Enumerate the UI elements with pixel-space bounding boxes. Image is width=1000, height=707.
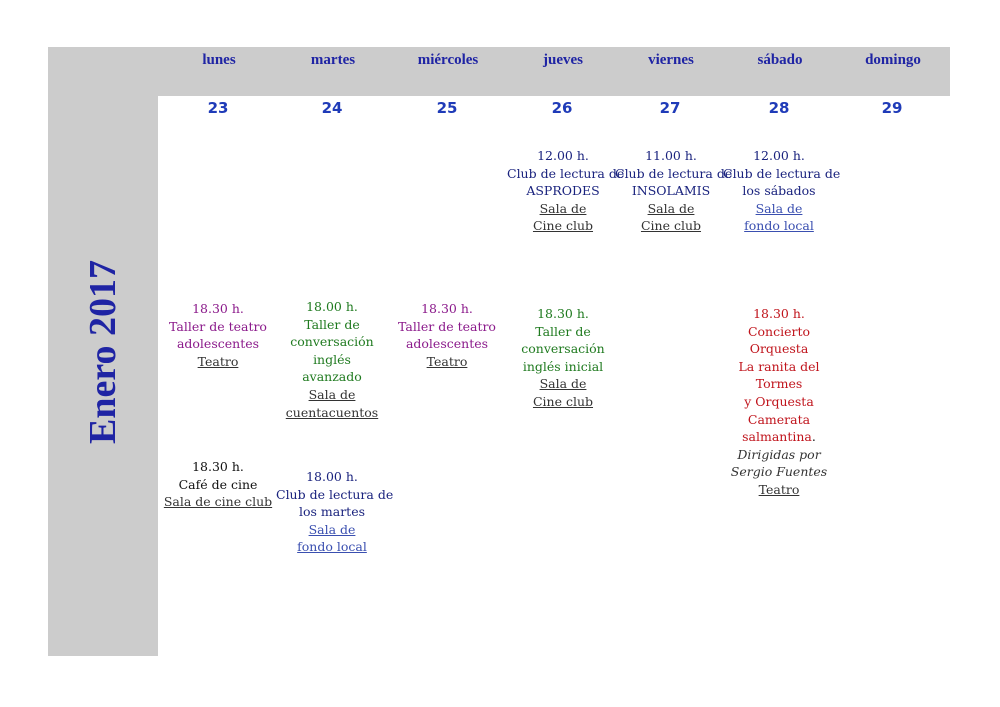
event-lunes-taller-teatro bbox=[162, 300, 274, 370]
event-time: 18.00 h. bbox=[306, 299, 358, 314]
dayname-sabado: sábado bbox=[757, 52, 803, 68]
event-location-link[interactable]: Sala de cine club bbox=[163, 494, 273, 510]
event-time: 18.30 h. bbox=[192, 459, 244, 474]
event-title: Club de lectura de bbox=[723, 165, 841, 181]
event-time: 12.00 h. bbox=[537, 148, 589, 163]
event-location-link[interactable]: Sala de bbox=[755, 200, 803, 216]
event-location-link[interactable]: Sala de bbox=[539, 200, 587, 216]
event-location-link[interactable]: cuentacuentos bbox=[285, 404, 379, 420]
event-jueves-club-asprodes bbox=[507, 147, 625, 235]
event-martes-conversacion-avanzado bbox=[276, 298, 388, 421]
daynum-23: 23 bbox=[207, 99, 229, 117]
event-lunes-cafe-cine bbox=[162, 458, 274, 511]
event-title: Café de cine bbox=[178, 476, 258, 492]
event-location-link[interactable]: Teatro bbox=[758, 481, 800, 497]
event-title: adolescentes bbox=[176, 336, 260, 352]
event-title: Taller de teatro bbox=[169, 318, 267, 334]
event-title: Tormes bbox=[755, 376, 803, 392]
event-title: adolescentes bbox=[405, 336, 489, 352]
event-time: 12.00 h. bbox=[753, 148, 805, 163]
event-viernes-club-insolamis bbox=[615, 147, 733, 235]
event-title: Club de lectura de bbox=[507, 165, 625, 181]
event-title: avanzado bbox=[302, 369, 362, 385]
dayname-miercoles: miércoles bbox=[417, 52, 479, 68]
dayname-domingo: domingo bbox=[865, 52, 921, 68]
event-location-link[interactable]: Cine club bbox=[532, 393, 594, 409]
daynum-29: 29 bbox=[881, 99, 903, 117]
event-location-link[interactable]: fondo local bbox=[297, 539, 367, 555]
event-title-dot: . bbox=[811, 429, 816, 445]
dayname-martes: martes bbox=[310, 52, 356, 68]
event-title: inglés bbox=[313, 351, 351, 367]
event-location-link[interactable]: Sala de bbox=[308, 386, 356, 402]
daynum-28: 28 bbox=[768, 99, 790, 117]
event-location-link[interactable]: Cine club bbox=[532, 218, 594, 234]
event-title: y Orquesta bbox=[744, 393, 814, 409]
event-location-link[interactable]: Sala de bbox=[647, 200, 695, 216]
daynum-24: 24 bbox=[321, 99, 343, 117]
event-title: Taller de teatro bbox=[398, 318, 496, 334]
event-title: La ranita del bbox=[738, 358, 820, 374]
month-title: Enero 2017 bbox=[82, 259, 124, 445]
event-martes-club-martes bbox=[276, 468, 394, 556]
event-title-text: salmantina bbox=[742, 429, 812, 445]
event-jueves-conversacion-inicial bbox=[507, 305, 619, 411]
event-title: conversación bbox=[521, 341, 605, 357]
event-location-link[interactable]: fondo local bbox=[744, 218, 814, 234]
dayname-viernes: viernes bbox=[648, 52, 694, 68]
daynum-27: 27 bbox=[659, 99, 681, 117]
event-time: 18.30 h. bbox=[537, 306, 589, 321]
event-location-link[interactable]: Teatro bbox=[197, 353, 239, 369]
daynum-25: 25 bbox=[436, 99, 458, 117]
dayname-lunes: lunes bbox=[202, 52, 236, 68]
event-title: conversación bbox=[290, 334, 374, 350]
event-time: 18.30 h. bbox=[421, 301, 473, 316]
event-title: Orquesta bbox=[749, 341, 809, 357]
event-time: 18.30 h. bbox=[753, 306, 805, 321]
event-sabado-concierto bbox=[723, 305, 835, 499]
event-note: Dirigidas por bbox=[737, 446, 821, 462]
event-time: 18.00 h. bbox=[306, 469, 358, 484]
event-title bbox=[723, 428, 835, 446]
event-location-link[interactable]: Teatro bbox=[426, 353, 468, 369]
event-title: los martes bbox=[298, 504, 366, 520]
dayname-jueves: jueves bbox=[543, 52, 583, 68]
event-title: Concierto bbox=[747, 323, 811, 339]
event-note: Sergio Fuentes bbox=[730, 464, 828, 480]
event-title: ASPRODES bbox=[526, 183, 600, 199]
event-time: 11.00 h. bbox=[645, 148, 697, 163]
event-title: inglés inicial bbox=[522, 358, 604, 374]
daynum-26: 26 bbox=[551, 99, 573, 117]
event-title: Camerata bbox=[747, 411, 811, 427]
event-miercoles-taller-teatro bbox=[391, 300, 503, 370]
event-title: Taller de bbox=[304, 316, 360, 332]
event-title: INSOLAMIS bbox=[631, 183, 711, 199]
event-location-link[interactable]: Sala de bbox=[308, 521, 356, 537]
event-location-link[interactable]: Cine club bbox=[640, 218, 702, 234]
event-time: 18.30 h. bbox=[192, 301, 244, 316]
event-title: Club de lectura de bbox=[276, 486, 394, 502]
event-sabado-club-sabados bbox=[723, 147, 841, 235]
event-title: los sábados bbox=[742, 183, 816, 199]
event-title: Club de lectura de bbox=[615, 165, 733, 181]
event-location-link[interactable]: Sala de bbox=[539, 376, 587, 392]
event-title: Taller de bbox=[535, 323, 591, 339]
